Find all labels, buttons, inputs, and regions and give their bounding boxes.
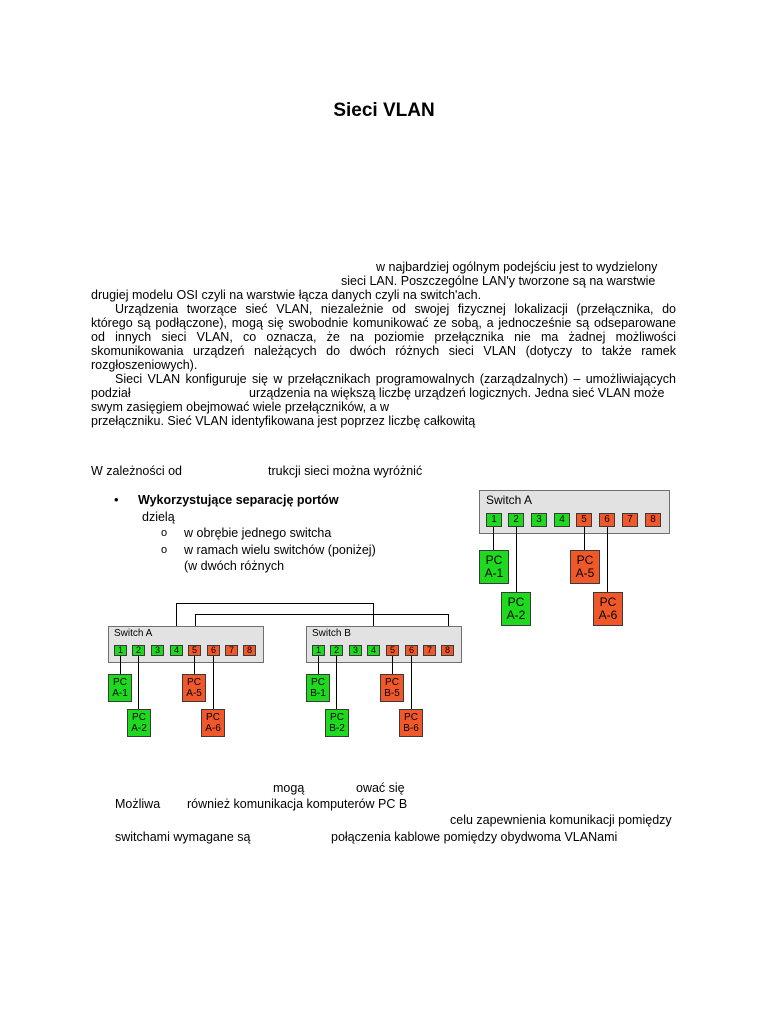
cable bbox=[584, 527, 585, 550]
port-6: 6 bbox=[599, 513, 615, 527]
port-8: 8 bbox=[441, 645, 454, 656]
pc-label: B-2 bbox=[329, 723, 345, 734]
port-1: 1 bbox=[486, 513, 502, 527]
intro-line-6: od innych sieci VLAN, co oznacza, że na poziomie przełącznika nie ma żadnej możliwości bbox=[91, 330, 676, 344]
outro-line-4b: połączenia kablowe pomiędzy obydwoma VLANami bbox=[331, 830, 618, 844]
cable bbox=[194, 656, 195, 674]
intro-line-1: w najbardziej ogólnym podejściu jest to wydzielony bbox=[376, 260, 658, 274]
intro-line-7: skomunikowania urządzeń należących do dwóch różnych sieci VLAN (dotyczy to także ramek bbox=[91, 344, 676, 358]
bullet-heading: Wykorzystujące separację portów bbox=[138, 493, 339, 507]
port-5: 5 bbox=[576, 513, 592, 527]
port-8: 8 bbox=[645, 513, 661, 527]
pc-b5 bbox=[380, 674, 404, 702]
bullet-line-2: dzielą bbox=[142, 510, 175, 524]
intro-line-10b: urządzenia na większą liczbę urządzeń logicznych. Jedna sieć VLAN może bbox=[249, 386, 665, 400]
pc-a1 bbox=[479, 550, 509, 584]
pc-label: A-6 bbox=[205, 723, 221, 734]
intro-line-12: przełączniku. Sieć VLAN identyfikowana jest poprzez liczbę całkowitą bbox=[91, 414, 476, 428]
pc-b6 bbox=[399, 709, 423, 737]
port-7: 7 bbox=[423, 645, 436, 656]
types-intro-b: trukcji sieci można wyróżnić bbox=[268, 464, 423, 478]
cable bbox=[493, 527, 494, 550]
intro-line-9: Sieci VLAN konfiguruje się w przełącznikach programowalnych (zarządzalnych) – umożliwiających bbox=[115, 372, 676, 386]
pc-label: PC bbox=[404, 712, 418, 723]
intro-line-11: swym zasięgiem obejmować wiele przełączników, a w bbox=[91, 400, 390, 414]
outro-line-2a: Możliwa bbox=[115, 797, 161, 811]
pc-label: B-1 bbox=[310, 688, 326, 699]
cable bbox=[318, 656, 319, 674]
port-8: 8 bbox=[243, 645, 256, 656]
pc-label: A-2 bbox=[131, 723, 147, 734]
sub-item-1: w obrębie jednego switcha bbox=[184, 526, 332, 540]
pc-label: PC bbox=[113, 677, 127, 688]
outro-line-2b: również komunikacja komputerów PC B bbox=[187, 797, 408, 811]
pc-label: PC bbox=[576, 553, 594, 567]
port-2: 2 bbox=[508, 513, 524, 527]
port-3: 3 bbox=[531, 513, 547, 527]
pc-label: A-6 bbox=[598, 608, 618, 622]
pc-b2 bbox=[325, 709, 349, 737]
pc-label: PC bbox=[385, 677, 399, 688]
pc-label: PC bbox=[206, 712, 220, 723]
outro-line-3: celu zapewnienia komunikacji pomiędzy bbox=[450, 813, 672, 827]
pc-a5 bbox=[570, 550, 600, 584]
port-7: 7 bbox=[225, 645, 238, 656]
intro-line-4: Urządzenia tworzące sieć VLAN, niezależnie od swojej fizycznej lokalizacji (przełącznika, do bbox=[115, 302, 676, 316]
pc-label: PC bbox=[311, 677, 325, 688]
port-3: 3 bbox=[349, 645, 362, 656]
port-2: 2 bbox=[132, 645, 145, 656]
pc-a6 bbox=[201, 709, 225, 737]
outro-line-1a: mogą bbox=[273, 781, 305, 795]
pc-a2 bbox=[127, 709, 151, 737]
bullet-icon: • bbox=[114, 492, 119, 507]
trunk-cable bbox=[195, 614, 448, 615]
port-6: 6 bbox=[405, 645, 418, 656]
switch-a-label: Switch A bbox=[486, 493, 533, 507]
intro-line-8: rozgłoszeniowych). bbox=[91, 358, 198, 372]
pc-label: PC bbox=[187, 677, 201, 688]
pc-label: A-5 bbox=[186, 688, 202, 699]
intro-line-5: którego są podłączone), mogą się swobodnie komunikować ze sobą, a jednocześnie są odseparowane bbox=[91, 316, 676, 330]
sub-bullet-icon: o bbox=[161, 544, 168, 556]
pc-label: A-5 bbox=[575, 566, 595, 580]
intro-line-2: sieci LAN. Poszczególne LAN'y tworzone są na warstwie bbox=[341, 274, 656, 288]
pc-label: PC bbox=[507, 595, 525, 609]
pc-a6 bbox=[593, 592, 623, 626]
pc-label: B-5 bbox=[384, 688, 400, 699]
port-4: 4 bbox=[170, 645, 183, 656]
intro-line-3: drugiej modelu OSI czyli na warstwie łącza danych czyli na switch'ach. bbox=[91, 288, 482, 302]
pc-label: A-2 bbox=[506, 608, 526, 622]
pc-a1 bbox=[108, 674, 132, 702]
port-1: 1 bbox=[312, 645, 325, 656]
cable bbox=[411, 656, 412, 709]
switch-b-label: Switch B bbox=[312, 628, 351, 639]
outro-line-4a: switchami wymagane są bbox=[115, 830, 251, 844]
pc-b1 bbox=[306, 674, 330, 702]
sub-bullet-icon: o bbox=[161, 527, 168, 539]
pc-a2 bbox=[501, 592, 531, 626]
cable bbox=[336, 656, 337, 709]
cable bbox=[607, 527, 608, 592]
port-3: 3 bbox=[151, 645, 164, 656]
pc-label: PC bbox=[132, 712, 146, 723]
pc-label: A-1 bbox=[484, 566, 504, 580]
types-intro-a: W zależności od bbox=[91, 464, 183, 478]
sub-item-2: w ramach wielu switchów (poniżej) bbox=[184, 543, 376, 557]
port-5: 5 bbox=[386, 645, 399, 656]
port-7: 7 bbox=[622, 513, 638, 527]
pc-label: PC bbox=[599, 595, 617, 609]
intro-line-10a: podział bbox=[91, 386, 131, 400]
pc-a5 bbox=[182, 674, 206, 702]
cable bbox=[392, 656, 393, 674]
outro-line-1b: ować się bbox=[356, 781, 405, 795]
port-6: 6 bbox=[207, 645, 220, 656]
cable bbox=[120, 656, 121, 674]
sub-item-3: (w dwóch różnych bbox=[184, 559, 285, 573]
cable bbox=[213, 656, 214, 709]
switch-a-label: Switch A bbox=[114, 628, 153, 639]
port-1: 1 bbox=[114, 645, 127, 656]
pc-label: A-1 bbox=[112, 688, 128, 699]
port-5: 5 bbox=[188, 645, 201, 656]
port-4: 4 bbox=[367, 645, 380, 656]
port-2: 2 bbox=[330, 645, 343, 656]
pc-label: PC bbox=[485, 553, 503, 567]
cable bbox=[516, 527, 517, 592]
pc-label: B-6 bbox=[403, 723, 419, 734]
page-title: Sieci VLAN bbox=[333, 100, 435, 121]
pc-label: PC bbox=[330, 712, 344, 723]
cable bbox=[138, 656, 139, 709]
port-4: 4 bbox=[554, 513, 570, 527]
trunk-cable bbox=[176, 603, 373, 604]
